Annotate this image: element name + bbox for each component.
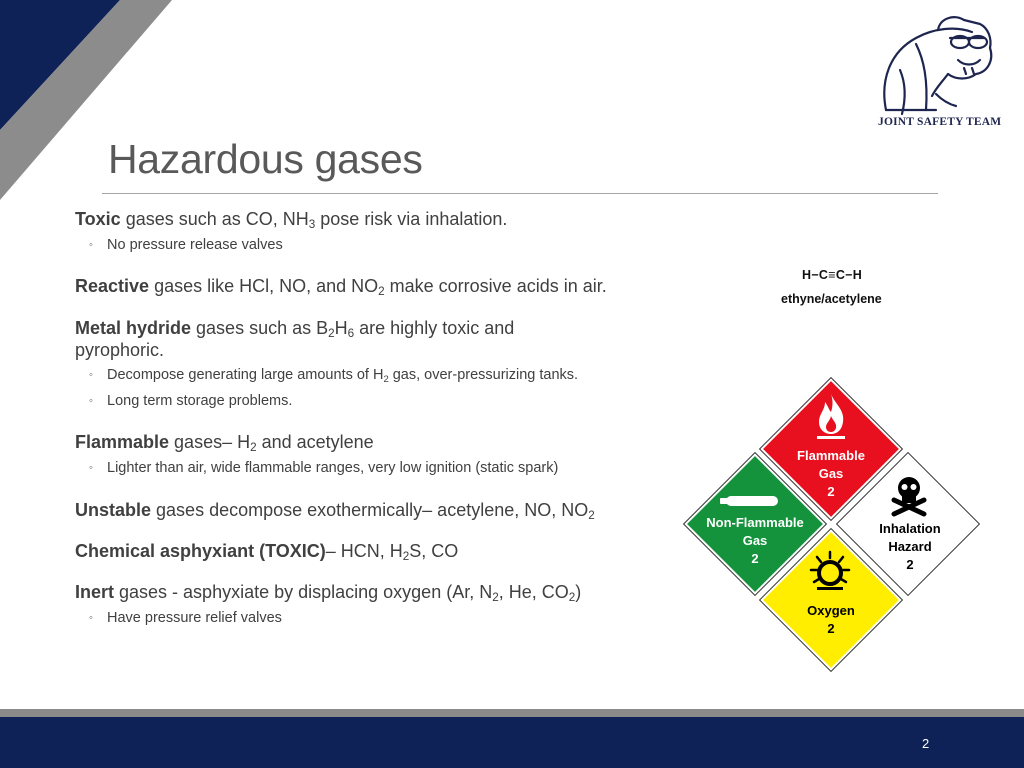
bullet-toxic: Toxic gases such as CO, $NH_3$ pose risk via inhalation. bbox=[75, 209, 508, 231]
placard-inhalation-label: Inhalation Hazard 2 bbox=[879, 521, 941, 572]
acetylene-formula: H−C≡C−H bbox=[802, 268, 863, 282]
flame-icon bbox=[813, 392, 849, 440]
acetylene-name: ethyne/acetylene bbox=[781, 292, 882, 306]
sub-bullet-inert: ◦ Have pressure relief valves bbox=[89, 610, 282, 626]
footer-accent bbox=[0, 709, 1024, 717]
bullet-reactive: Reactive gases like HCl, NO, and $NO_2$ make corrosive acids in air. bbox=[75, 276, 607, 298]
skull-crossbones-icon bbox=[888, 474, 930, 518]
bullet-metal-hydride-line2: pyrophoric. bbox=[75, 340, 165, 360]
title-divider bbox=[102, 193, 938, 194]
bullet-flammable: Flammable gases– $H_2$ and acetylene bbox=[75, 432, 374, 454]
slide-title: Hazardous gases bbox=[108, 136, 423, 182]
bulldog-mascot-icon bbox=[876, 10, 1006, 132]
gas-cylinder-icon bbox=[720, 494, 780, 508]
bullet-chemical-asphyxiant: Chemical asphyxiant (TOXIC)– HCN, $H_2S$, CO bbox=[75, 541, 459, 563]
logo-text: JOINT SAFETY TEAM bbox=[878, 116, 1002, 128]
footer-bar bbox=[0, 717, 1024, 768]
page-number: 2 bbox=[922, 736, 930, 751]
placard-flammable-label: Flammable Gas 2 bbox=[797, 448, 865, 499]
bullet-inert: Inert gases - asphyxiate by displacing oxygen (Ar, $N_2$, He, $CO_2$) bbox=[75, 582, 582, 604]
oxidizer-icon bbox=[807, 548, 853, 594]
bullet-metal-hydride: Metal hydride gases such as $B_2H_6$ are highly toxic and bbox=[75, 318, 515, 340]
placard-oxygen-label: Oxygen 2 bbox=[807, 603, 855, 636]
sub-bullet-storage: ◦ Long term storage problems. bbox=[89, 393, 293, 409]
placard-non-flammable-label: Non-Flammable Gas 2 bbox=[706, 515, 804, 566]
sub-bullet-flammable: ◦ Lighter than air, wide flammable ranges, very low ignition (static spark) bbox=[89, 460, 559, 476]
bullet-unstable: Unstable gases decompose exothermically– acetylene, NO, $NO_2$ bbox=[75, 500, 595, 522]
sub-bullet-toxic: ◦ No pressure release valves bbox=[89, 237, 283, 253]
sub-bullet-decompose: ◦ Decompose generating large amounts of $H_2$ gas, over-pressurizing tanks. bbox=[89, 367, 579, 384]
